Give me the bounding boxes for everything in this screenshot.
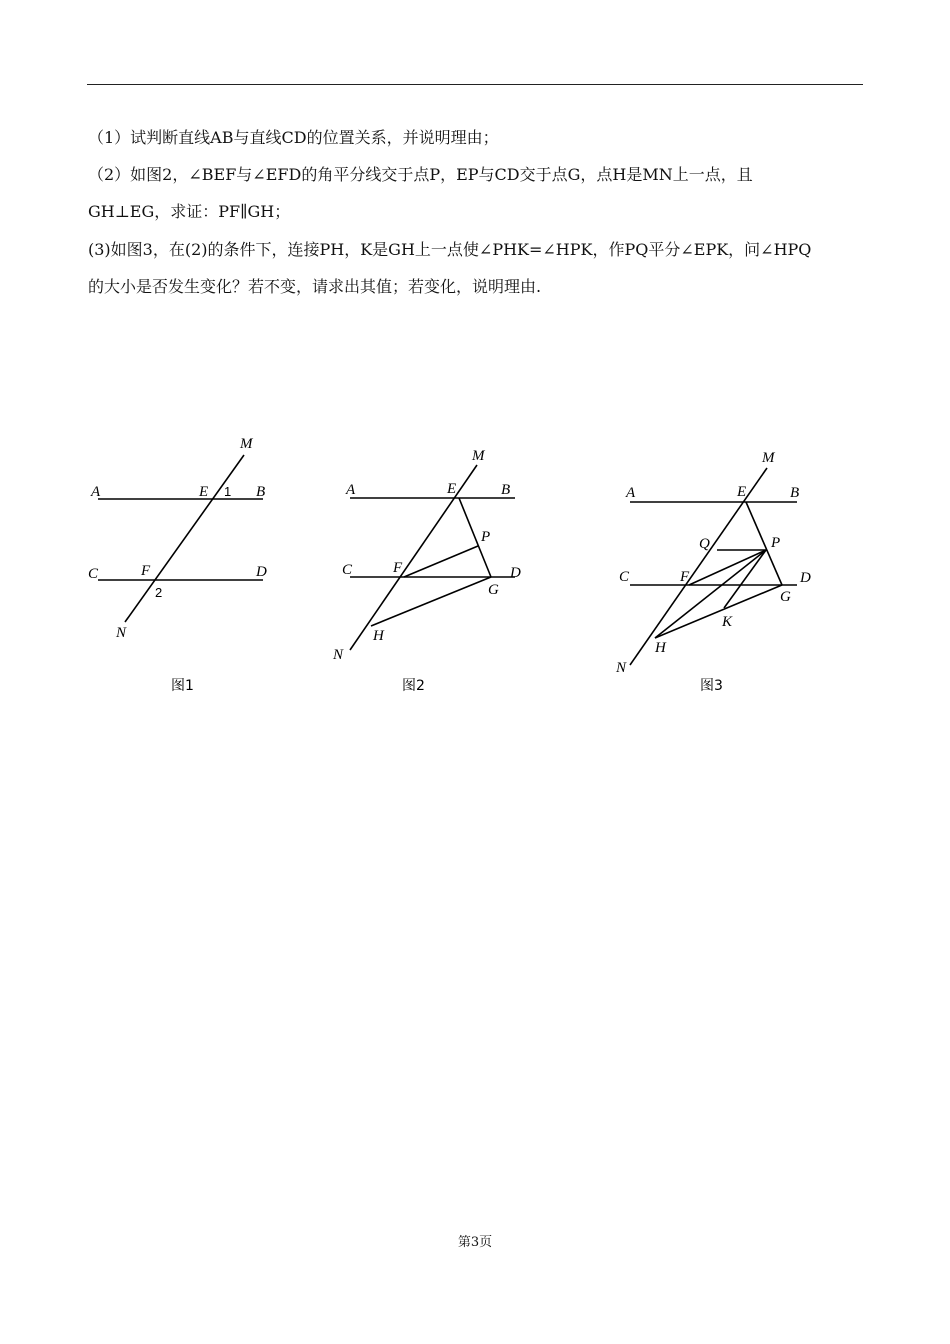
- fig3-label-h: H: [655, 640, 666, 656]
- fig1-label-f: F: [141, 563, 151, 579]
- fig1-label-angle-2: 2: [155, 585, 163, 600]
- question-1: （1）试判断直线AB与直线CD的位置关系，并说明理由；: [88, 128, 499, 147]
- fig2-label-m: M: [472, 448, 485, 464]
- figure-1-lines: [98, 455, 266, 622]
- figure-2-lines: [350, 465, 515, 650]
- fig3-label-c: C: [619, 569, 630, 585]
- fig2-caption: 图2: [402, 678, 425, 694]
- fig2-label-p: P: [481, 529, 491, 545]
- fig3-label-k: K: [722, 614, 733, 630]
- figure-1-labels: [88, 436, 267, 694]
- figure-3-lines: [630, 468, 800, 665]
- fig2-label-n: N: [333, 647, 344, 663]
- figure-2-labels: [332, 448, 521, 694]
- question-3-line-1: (3)如图3，在(2)的条件下，连接PH，K是GH上一点使∠PHK=∠HPK，作PQ平分∠EPK，问∠HPQ: [88, 240, 812, 259]
- fig1-label-e: E: [199, 484, 209, 500]
- fig2-label-c: C: [342, 562, 353, 578]
- fig2-label-f: F: [393, 560, 403, 576]
- fig1-caption: 图1: [171, 678, 194, 694]
- fig3-label-a: A: [626, 485, 636, 501]
- fig3-label-f: F: [680, 569, 690, 585]
- fig2-line-mn: [350, 465, 477, 650]
- fig2-label-h: H: [373, 628, 384, 644]
- fig3-label-p: P: [771, 535, 781, 551]
- fig1-label-n: N: [116, 625, 127, 641]
- question-2-line-2: GH⊥EG，求证：PF∥GH；: [88, 202, 291, 221]
- fig1-label-m: M: [240, 436, 253, 452]
- fig2-label-g: G: [488, 582, 499, 598]
- fig2-label-e: E: [447, 481, 457, 497]
- page-number: 第3页: [457, 1235, 493, 1250]
- fig3-caption: 图3: [700, 678, 723, 694]
- fig2-label-b: B: [501, 482, 511, 498]
- fig1-label-a: A: [91, 484, 101, 500]
- fig1-line-mn: [125, 455, 244, 622]
- fig1-label-d: D: [256, 564, 267, 580]
- fig3-label-e: E: [737, 484, 747, 500]
- fig3-label-g: G: [780, 589, 791, 605]
- fig1-label-b: B: [256, 484, 266, 500]
- fig1-label-angle-1: 1: [224, 484, 232, 499]
- fig3-segment-ph: [655, 550, 766, 638]
- question-2-line-1: （2）如图2，∠BEF与∠EFD的角平分线交于点P，EP与CD交于点G，点H是MN上一点，且: [88, 165, 753, 184]
- fig3-label-m: M: [762, 450, 775, 466]
- figure-3-labels: [615, 450, 811, 694]
- fig3-segment-gh: [655, 585, 782, 638]
- fig3-label-q: Q: [699, 536, 710, 552]
- question-3-line-2: 的大小是否发生变化？若不变，请求出其值；若变化，说明理由.: [88, 277, 542, 296]
- fig2-label-a: A: [346, 482, 356, 498]
- fig2-segment-fp: [404, 546, 478, 577]
- fig3-label-n: N: [616, 660, 627, 676]
- fig3-label-b: B: [790, 485, 800, 501]
- fig2-label-d: D: [510, 565, 521, 581]
- fig1-label-c: C: [88, 566, 99, 582]
- fig2-segment-gh: [371, 577, 491, 626]
- fig3-label-d: D: [800, 570, 811, 586]
